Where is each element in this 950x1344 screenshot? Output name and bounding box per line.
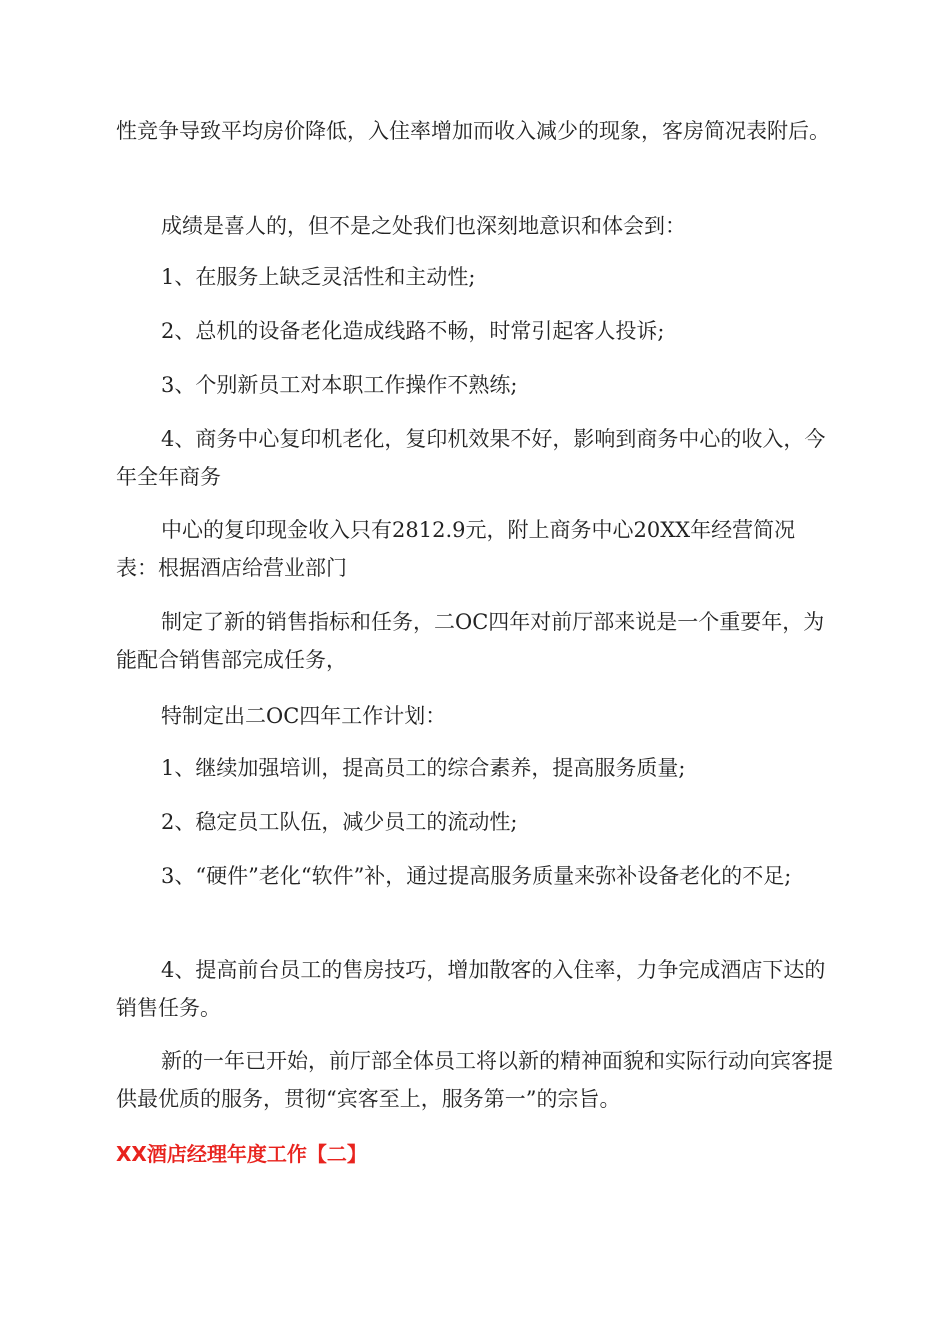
paragraph-work-plan-intro: 特制定出二OC四年工作计划：	[161, 704, 447, 728]
list-item-plan-4: 4、提高前台员工的售房技巧，增加散客的入住率，力争完成酒店下达的销售任务。	[116, 958, 826, 1020]
list-item-shortcoming-3: 3、个别新员工对本职工作操作不熟练;	[161, 373, 518, 397]
paragraph-sales-targets: 制定了新的销售指标和任务，二OC四年对前厅部来说是一个重要年，为能配合销售部完成任务，	[116, 610, 825, 672]
list-item-plan-3: 3、“硬件”老化“软件”补，通过提高服务质量来弥补设备老化的不足;	[161, 864, 792, 888]
paragraph-room-summary: 性竞争导致平均房价降低，入住率增加而收入减少的现象，客房简况表附后。	[116, 119, 830, 143]
list-item-plan-2: 2、稳定员工队伍，减少员工的流动性;	[161, 810, 518, 834]
list-item-plan-1: 1、继续加强培训，提高员工的综合素养，提高服务质量;	[161, 756, 686, 780]
paragraph-business-center: 中心的复印现金收入只有2812.9元，附上商务中心20XX年经营简况表：根据酒店给营业部门	[116, 518, 796, 580]
paragraph-achievements-intro: 成绩是喜人的，但不是之处我们也深刻地意识和体会到：	[161, 214, 686, 238]
paragraph-closing: 新的一年已开始，前厅部全体员工将以新的精神面貌和实际行动向宾客提供最优质的服务，贯彻“宾客至上，服务第一”的宗旨。	[116, 1049, 833, 1111]
list-item-shortcoming-2: 2、总机的设备老化造成线路不畅，时常引起客人投诉;	[161, 319, 665, 343]
list-item-shortcoming-4: 4、商务中心复印机老化，复印机效果不好，影响到商务中心的收入，今年全年商务	[116, 427, 826, 489]
list-item-shortcoming-1: 1、在服务上缺乏灵活性和主动性;	[161, 265, 476, 289]
section-heading: XX酒店经理年度工作【二】	[116, 1142, 367, 1166]
